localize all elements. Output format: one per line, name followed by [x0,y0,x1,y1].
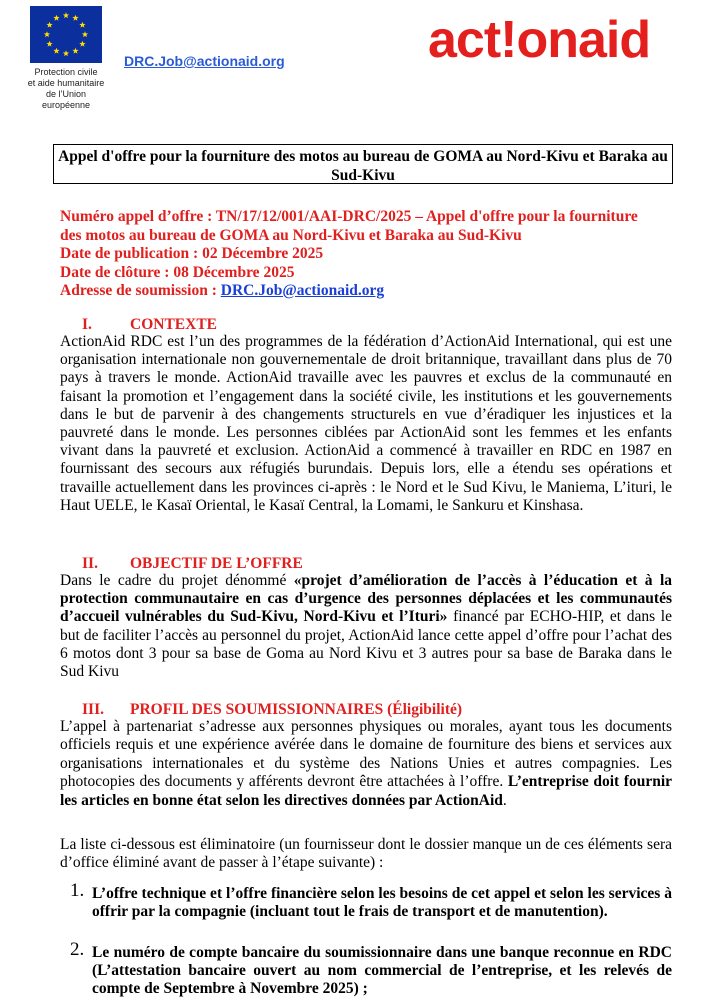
tender-reference-cont: des motos au bureau de GOMA au Nord-Kivu et Baraka au Sud-Kivu [60,226,522,244]
document-page: Protection civile et aide humanitaire de l’Union européenne DRC.Job@actionaid.org act!onaid Appel d'offre pour la fourniture des motos au bureau de GOMA au Nord-Kivu et Baraka au Sud-Kivu Numéro appel d’offre : TN/17/12/001/AAI-DRC/2025 – Appel d'offre pour la fourniture des motos au bureau de GOMA au Nord-Kivu et Baraka au Sud-Kivu Date de publication : 02 Décembre 2025 Date de clôture : 08 Décembre 2025 Adresse de soumission : DRC.Job@actionaid.org I. CONTEXTE ActionAid RDC est l’un des programmes de la fédération d’ActionAid International, qui est une organisation internationale non gouvernementale de droit britannique, travaillant dans plus de 70 pays à travers le monde. ActionAid travaille avec les pauvres et exclus de la communauté en faisant la promotion et l’engagement dans la société civile, les institutions et les gouvernements dans le but de parvenir à des changements structurels en vue d’éradiquer les injustices et la pauvreté dans le monde. Les personnes ciblées par ActionAid sont les femmes et les enfants vivant dans la pauvreté et exclusion. ActionAid a commencé à travailler en RDC en 1987 en fournissant des secours aux réfugiés burundais. Depuis lors, elle a étendu ses opérations et travaille actuellement dans les provinces ci-après : le Nord et le Sud Kivu, le Maniema, L’ituri, le Haut UELE, le Kasaï Oriental, le Kasaï Central, la Lomami, le Sankuru et Kinshasa. II. OBJECTIF DE L’OFFRE Dans le cadre du projet dénommé «projet d’amélioration de l’accès à l’éducation et à la protection communautaire en cas d’urgence des personnes déplacées et les communautés d’accueil vulnérables du Sud-Kivu, Nord-Kivu et l’Ituri» financé par ECHO-HIP, et dans le but de faciliter l’accès au personnel du projet, ActionAid lance cette appel d’offre pour l’achat des 6 motos dont 3 pour sa base de Goma au Nord Kivu et 3 autres pour sa base de Baraka dans le Sud Kivu III. PROFIL DES SOUMISSIONNAIRES (Éligibilité) L’appel à partenariat s’adresse aux personnes physiques ou morales, ayant tous les documents officiels requis et une expérience avérée dans le domaine de fourniture des biens et services aux organisations internationales et du système des Nations Unies et autres compagnies. Les photocopies des documents y afférents devront être attachées à l’offre. L’entreprise doit fournir les articles en bonne état selon les directives données par ActionAid. La liste ci-dessous est éliminatoire (un fournisseur dont le dossier manque un de ces éléments sera d’office éliminé avant de passer à l’étape suivante) : 1. L’offre technique et l’offre financière selon les besoins de cet appel et selon les services à offrir par la compagnie (incluant tout le frais de transport et de manutention). 2. Le numéro de compte bancaire du soumissionnaire dans une banque reconnue en RDC (L’attestation bancaire ouvert au nom commercial de l’entreprise, et les relevés de compte de Septembre à Novembre 2025) ; [0,0,711,1002]
eu-star-icon [53,48,59,54]
section-heading-contexte: I. CONTEXTE [82,316,217,333]
section-text-contexte: ActionAid RDC est l’un des programmes de la fédération d’ActionAid International, qui est une organisation internationale non gouvernementale de droit britannique, travaillant dans plus de 70 pays à travers le monde. ActionAid travaille avec les pauvres et exclus de la communauté en faisant la promotion et l’engagement dans la société civile, les institutions et les gouvernements dans le but de parvenir à des changements structurels en vue d’éradiquer les injustices et la pauvreté dans le monde. Les personnes ciblées par ActionAid sont les femmes et les enfants vivant dans la pauvreté et exclusion. ActionAid a commencé à travailler en RDC en 1987 en fournissant des secours aux réfugiés burundais. Depuis lors, elle a étendu ses opérations et travaille actuellement dans les provinces ci-après : le Nord et le Sud Kivu, le Maniema, L’ituri, le Haut UELE, le Kasaï Oriental, le Kasaï Central, la Lomami, le Sankuru et Kinshasa. [60,333,672,514]
eu-star-icon [72,15,78,21]
submission-email-link[interactable]: DRC.Job@actionaid.org [220,282,385,299]
eu-logo-caption: Protection civile et aide humanitaire de l’Union européenne [27,67,105,110]
actionaid-logo: act!onaid [428,11,651,69]
section-heading-profil: III. PROFIL DES SOUMISSIONNAIRES (Éligibilité) [82,701,463,718]
eu-flag-icon [30,6,102,63]
section-text-profil: L’appel à partenariat s’adresse aux personnes physiques ou morales, ayant tous les documents officiels requis et une expérience avérée dans le domaine de fourniture des biens et services aux organisations internationales et du système des Nations Unies et autres compagnies. Les photocopies des documents y afférents devront être attachées à l’offre. L’entreprise doit fournir les articles en bonne état selon les directives données par ActionAid. [60,718,673,809]
section-heading-objectif: II. OBJECTIF DE L’OFFRE [82,555,303,572]
header-email-link[interactable]: DRC.Job@actionaid.org [124,53,285,69]
eu-star-icon [82,31,88,37]
section-text-objectif: Dans le cadre du projet dénommé «projet d’amélioration de l’accès à l’éducation et à la protection communautaire en cas d’urgence des personnes déplacées et les communautés d’accueil vulnérables du Sud-Kivu, Nord-Kivu et l’Ituri» financé par ECHO-HIP, et dans le but de faciliter l’accès au personnel du projet, ActionAid lance cette appel d’offre pour l’achat des 6 motos dont 3 pour sa base de Goma au Nord Kivu et 3 autres pour sa base de Baraka dans le Sud Kivu [60,572,672,681]
eligibility-list-intro: La liste ci-dessous est éliminatoire (un fournisseur dont le dossier manque un de ces éléments sera d’office éliminé avant de passer à l’étape suivante) : [60,836,672,872]
tender-reference: Numéro appel d’offre : TN/17/12/001/AAI-DRC/2025 – Appel d'offre pour la fourniture [60,208,638,225]
eu-star-icon [63,50,69,56]
eu-star-icon [44,31,50,37]
tender-info-block [60,208,672,301]
eu-star-icon [63,12,69,18]
eu-star-icon [72,48,78,54]
submission-address: Adresse de soumission : DRC.Job@actionaid.org [60,282,385,299]
eu-humanitarian-logo [26,6,106,111]
eu-star-icon [53,15,59,21]
eu-star-icon [79,22,85,28]
eu-star-icon [46,22,52,28]
tender-title-box: Appel d'offre pour la fourniture des motos au bureau de GOMA au Nord-Kivu et Baraka au Sud-Kivu [53,144,673,184]
closing-date: Date de clôture : 08 Décembre 2025 [60,263,295,281]
eu-star-icon [79,41,85,47]
eu-star-icon [46,41,52,47]
publication-date: Date de publication : 02 Décembre 2025 [60,245,324,262]
